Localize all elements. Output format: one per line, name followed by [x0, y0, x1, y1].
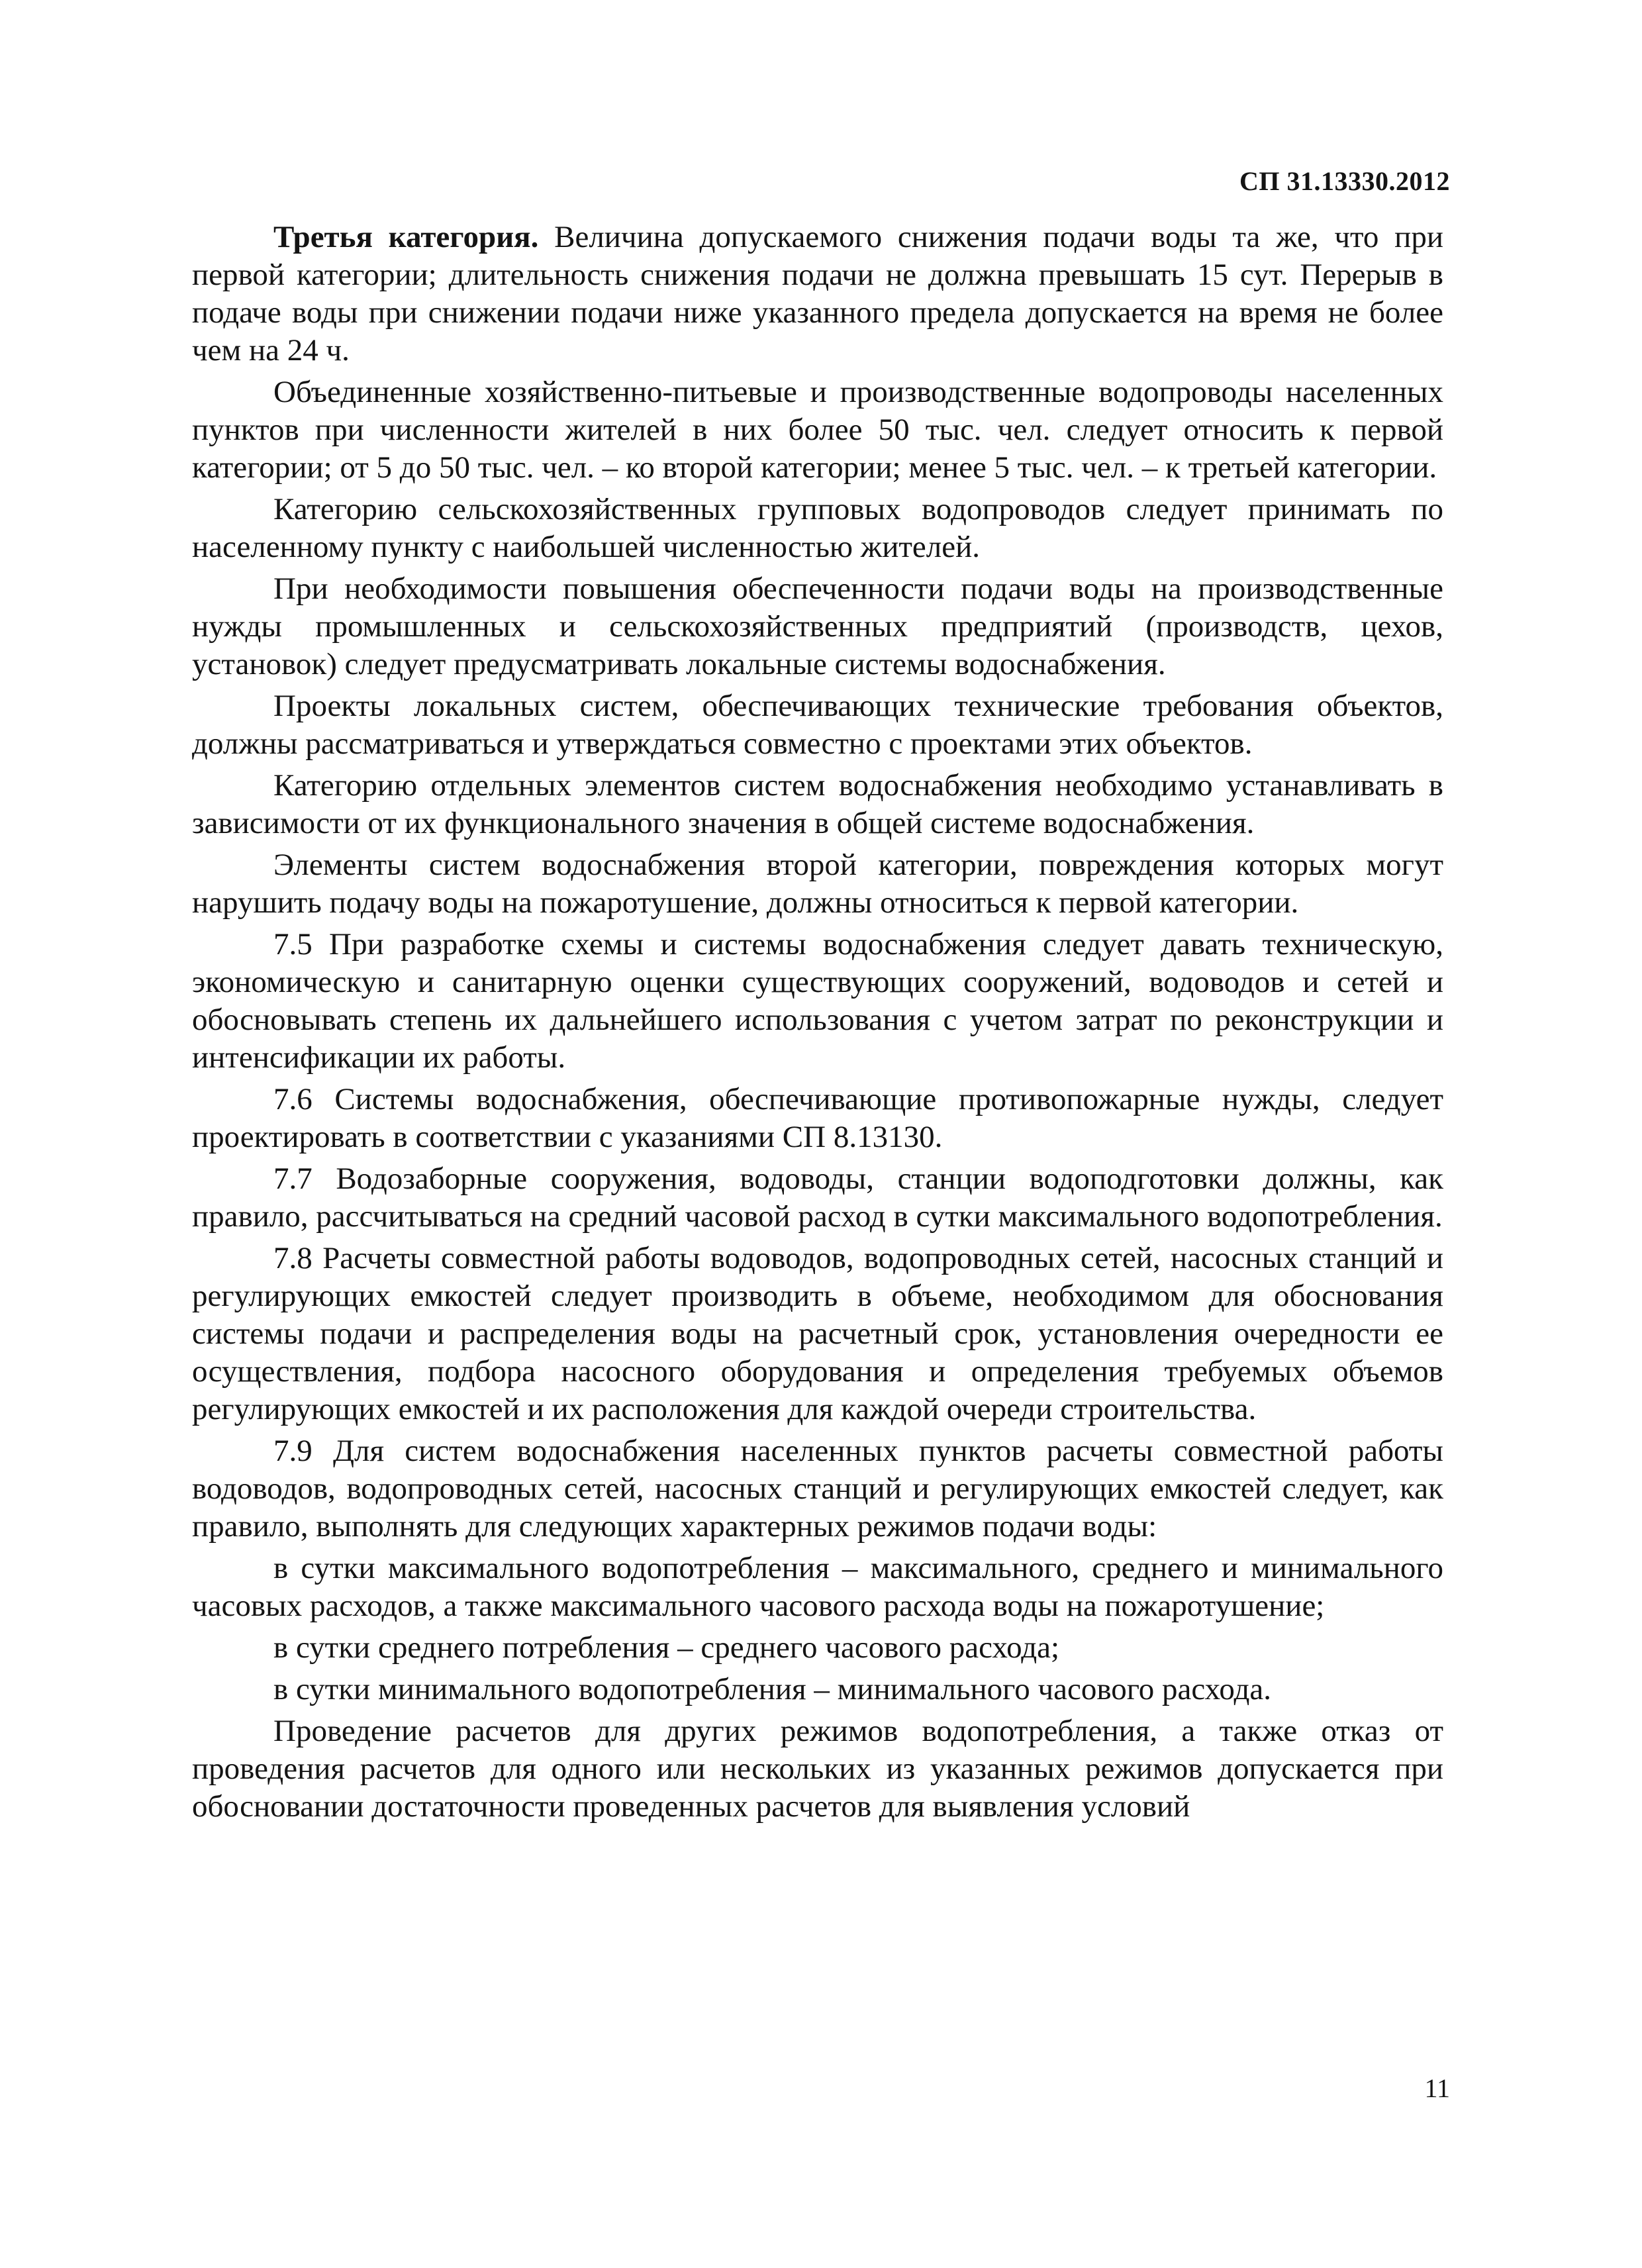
paragraph-text: Величина допускаемого снижения подачи воды та же, что при первой категории; длительность снижения подачи не должна превышать 15 сут. Перерыв в подаче воды при снижении подачи ниже указанного предела допускается на время не более чем на 24 ч. [192, 220, 1443, 368]
list-item: в сутки минимального водопотребления – минимального часового расхода. [273, 1672, 1272, 1706]
paragraph-7-7: 7.7 Водозаборные сооружения, водоводы, станции водоподготовки должны, как правило, рассчитываться на средний часовой расход в сутки максимального водопотребления. [192, 1161, 1443, 1234]
paragraph-7-6: 7.6 Системы водоснабжения, обеспечивающие противопожарные нужды, следует проектировать в соответствии с указаниями СП 8.13130. [192, 1082, 1443, 1154]
paragraph: Элементы систем водоснабжения второй категории, повреждения которых могут нарушить подачу воды на пожаротушение, должны относиться к первой категории. [192, 848, 1443, 920]
document-body [192, 219, 1443, 1830]
list-item: в сутки среднего потребления – среднего часового расхода; [273, 1630, 1060, 1665]
list-item: в сутки максимального водопотребления – максимального, среднего и минимального часовых расходов, а также максимального часового расхода воды на пожаротушение; [192, 1551, 1443, 1623]
paragraph: Категорию сельскохозяйственных групповых водопроводов следует принимать по населенному пункту с наибольшей численностью жителей. [192, 492, 1443, 564]
paragraph: Категорию отдельных элементов систем водоснабжения необходимо устанавливать в зависимости от их функционального значения в общей системе водоснабжения. [192, 768, 1443, 840]
paragraph-7-9: 7.9 Для систем водоснабжения населенных пунктов расчеты совместной работы водоводов, водопроводных сетей, насосных станций и регулирующих емкостей следует, как правило, выполнять для следующих характерных режимов подачи воды: [192, 1434, 1443, 1544]
page-number: 11 [1424, 2073, 1450, 2103]
paragraph-7-8: 7.8 Расчеты совместной работы водоводов, водопроводных сетей, насосных станций и регулирующих емкостей следует производить в объеме, необходимом для обоснования системы подачи и распределения воды на расчетный срок, установления очередности ее осуществления, подбора насосного оборудования и определения требуемых объемов регулирующих емкостей и их расположения для каждой очереди строительства. [192, 1241, 1443, 1426]
document-code: СП 31.13330.2012 [1239, 166, 1450, 196]
paragraph: При необходимости повышения обеспеченности подачи воды на производственные нужды промышленных и сельскохозяйственных предприятий (производств, цехов, установок) следует предусматривать локальные системы водоснабжения. [192, 571, 1443, 681]
paragraph-third-category [192, 219, 1443, 370]
paragraph-7-5: 7.5 При разработке схемы и системы водоснабжения следует давать техническую, экономическую и санитарную оценки существующих сооружений, водоводов и сетей и обосновывать степень их дальнейшего использования с учетом затрат по реконструкции и интенсификации их работы. [192, 927, 1443, 1075]
paragraph: Проведение расчетов для других режимов водопотребления, а также отказ от проведения расчетов для одного или нескольких из указанных режимов допускается при обосновании достаточности проведенных расчетов для выявления условий [192, 1714, 1443, 1824]
paragraph: Проекты локальных систем, обеспечивающих технические требования объектов, должны рассматриваться и утверждаться совместно с проектами этих объектов. [192, 689, 1443, 761]
paragraph: Объединенные хозяйственно-питьевые и производственные водопроводы населенных пунктов при численности жителей в них более 50 тыс. чел. следует относить к первой категории; от 5 до 50 тыс. чел. – ко второй категории; менее 5 тыс. чел. – к третьей категории. [192, 375, 1443, 485]
paragraph-lead: Третья категория. [273, 220, 539, 254]
